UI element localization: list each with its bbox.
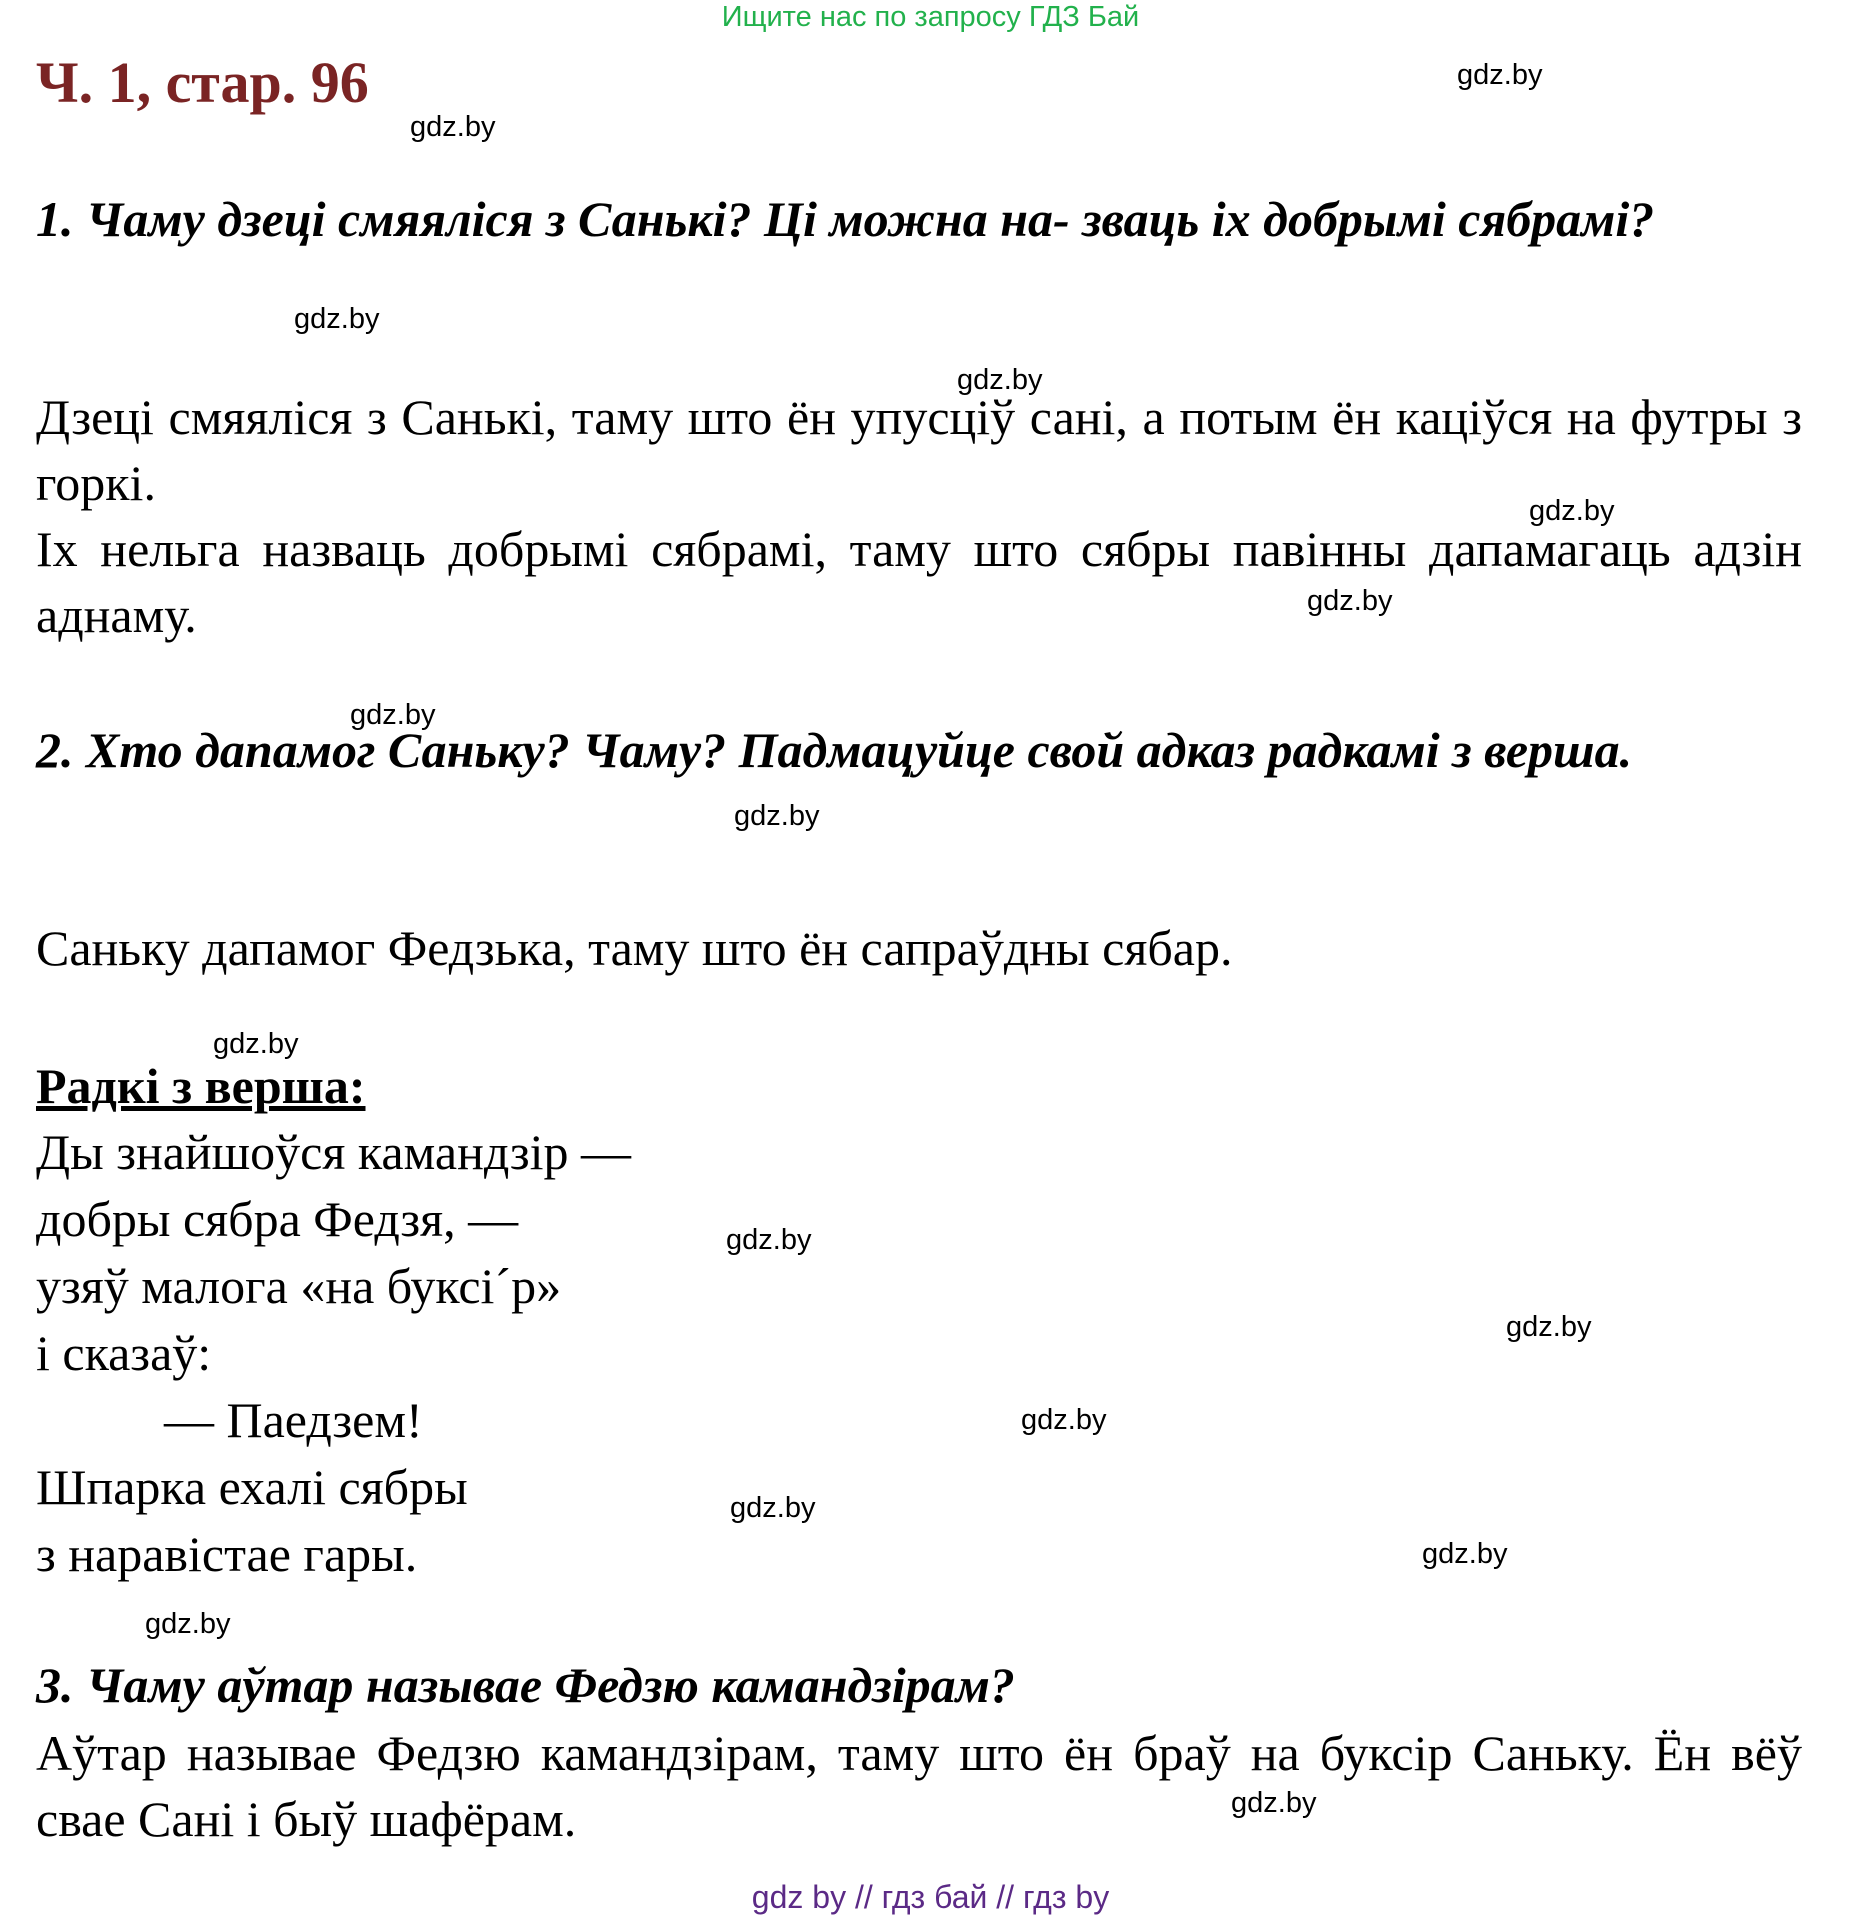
verse-heading: Радкі з верша: bbox=[36, 1058, 366, 1114]
answer-1-paragraph-1: Дзеці смяяліся з Санькі, таму што ён упусціў сані, а потым ён каціўся на футры з горкі. bbox=[36, 389, 1802, 511]
watermark: gdz.by bbox=[213, 1028, 299, 1060]
question-3: 3. Чаму аўтар называе Федзю камандзірам? bbox=[36, 1657, 1015, 1713]
verse-line: — Паедзем! bbox=[164, 1392, 423, 1448]
verse-line: Ды знайшоўся камандзір — bbox=[36, 1124, 632, 1180]
watermark: gdz.by bbox=[294, 303, 380, 335]
top-banner: Ищите нас по запросу ГДЗ Бай bbox=[721, 1, 1140, 33]
footer-links: gdz by // гдз бай // гдз by bbox=[751, 1879, 1110, 1915]
watermark: gdz.by bbox=[1231, 1787, 1317, 1819]
watermark: gdz.by bbox=[957, 364, 1043, 396]
watermark: gdz.by bbox=[145, 1608, 231, 1640]
verse-line: добры сябра Федзя, — bbox=[36, 1191, 519, 1247]
watermark: gdz.by bbox=[350, 699, 436, 731]
question-1: 1. Чаму дзеці смяяліся з Санькі? Ці можна на- зваць іх добрымі сябрамі? bbox=[36, 191, 1655, 247]
watermark: gdz.by bbox=[726, 1224, 812, 1256]
page-title: Ч. 1, стар. 96 bbox=[36, 50, 369, 115]
watermark: gdz.by bbox=[1307, 585, 1393, 617]
answer-1-paragraph-2: Іх нельга назваць добрымі сябрамі, таму што сябры павінны дапамагаць адзін аднаму. bbox=[36, 521, 1802, 643]
watermark: gdz.by bbox=[1021, 1404, 1107, 1436]
watermark: gdz.by bbox=[410, 111, 496, 143]
question-2: 2. Хто дапамог Саньку? Чаму? Падмацуйце свой адказ радкамі з верша. bbox=[36, 722, 1633, 778]
watermark: gdz.by bbox=[734, 800, 820, 832]
watermark: gdz.by bbox=[1529, 495, 1615, 527]
answer-3: Аўтар называе Федзю камандзірам, таму што ён браў на буксір Саньку. Ён вёў свае Сані і быў шафёрам. bbox=[36, 1725, 1802, 1847]
answer-2: Саньку дапамог Федзька, таму што ён сапраўдны сябар. bbox=[36, 920, 1233, 976]
watermark: gdz.by bbox=[1422, 1538, 1508, 1570]
watermark: gdz.by bbox=[1506, 1311, 1592, 1343]
verse-line: Шпарка ехалі сябры bbox=[36, 1459, 468, 1515]
watermark: gdz.by bbox=[1457, 59, 1543, 91]
verse-block bbox=[36, 1119, 631, 1588]
verse-line: і сказаў: bbox=[36, 1325, 212, 1381]
verse-line: узяў малога «на буксі´р» bbox=[36, 1258, 562, 1314]
verse-line: з наравістае гары. bbox=[36, 1526, 418, 1582]
watermark: gdz.by bbox=[730, 1492, 816, 1524]
